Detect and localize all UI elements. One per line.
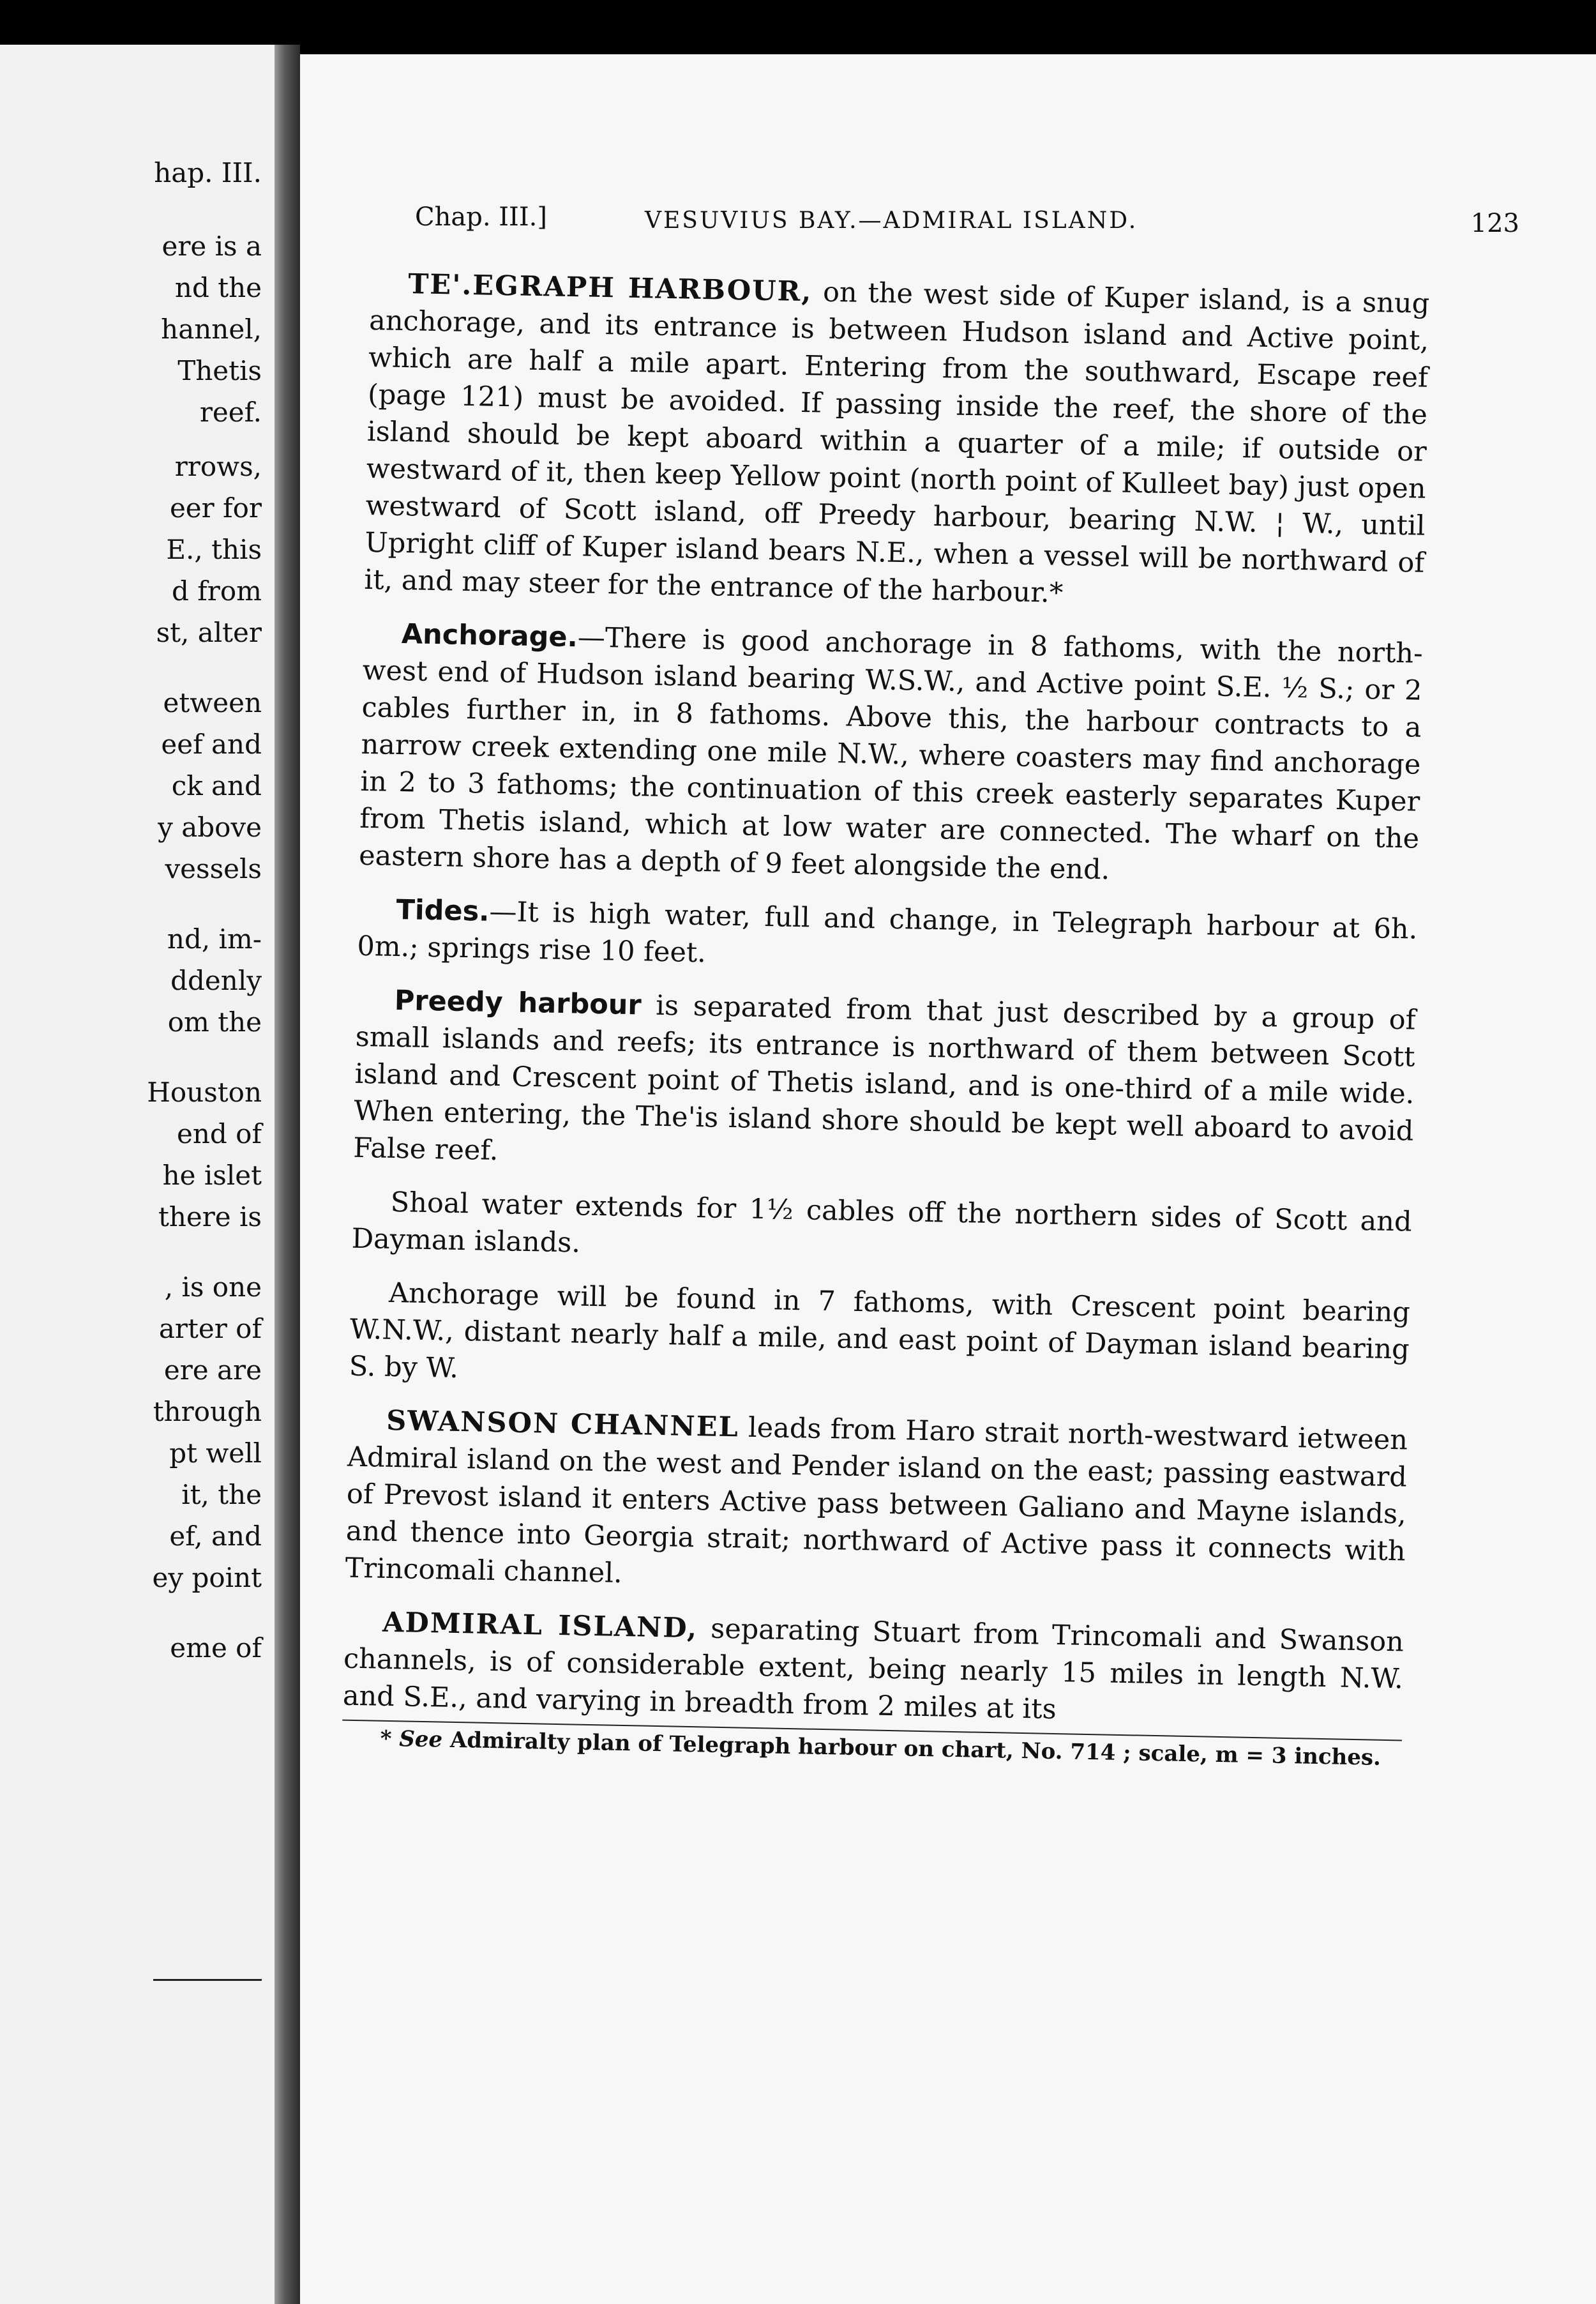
section-heading: Preedy harbour bbox=[394, 984, 642, 1022]
left-page-text-fragment: vessels bbox=[165, 853, 262, 884]
left-page-text-fragment: ere is a bbox=[162, 231, 262, 262]
paragraph-text: —There is good anchorage in 8 fathoms, with the north-west end of Hudson island bearing W.S.W., and Active point S.E. ½ S.; or 2 cables further in, in 8 fathoms. Above this, the harbour contracts to a narrow creek extending one mile N.W., where coasters may find anchorage in 2 to 3 fathoms; the continuation of this creek easterly separates Kuper from Thetis island, which at low water are connected. The wharf on the eastern shore has a depth of 9 feet alongside the end. bbox=[358, 621, 1424, 886]
left-page-text-fragment: etween bbox=[163, 687, 262, 718]
left-page-text-fragment: ey point bbox=[152, 1562, 262, 1593]
paragraph-anchorage-preedy bbox=[349, 1274, 1410, 1406]
section-heading: SWANSON CHANNEL bbox=[386, 1404, 740, 1444]
left-page-text-fragment: he islet bbox=[162, 1160, 262, 1191]
left-page-text-fragment: hannel, bbox=[161, 314, 262, 345]
left-page-text-fragment: om the bbox=[167, 1006, 262, 1038]
left-page-text-fragment: it, the bbox=[181, 1479, 262, 1510]
left-page-text-fragment: , is one bbox=[164, 1271, 262, 1303]
left-page-text-fragment: rrows, bbox=[174, 451, 262, 482]
paragraph-swanson-channel bbox=[345, 1402, 1408, 1607]
left-page-text-fragment: ddenly bbox=[170, 965, 262, 996]
footnote-text: Admiralty plan of Telegraph harbour on chart, No. 714 ; scale, m = 3 inches. bbox=[442, 1727, 1381, 1771]
left-page-text-fragment: pt well bbox=[169, 1437, 262, 1469]
paragraph-text: separating Stuart from Trincomali and Swanson channels, is of considerable extent, being nearly 15 miles in length N.W. and S.E., and varying in breadth from 2 miles at its bbox=[342, 1612, 1404, 1726]
left-page-text-fragment: nd, im- bbox=[167, 923, 262, 955]
running-head bbox=[415, 202, 1519, 241]
paragraph-preedy-harbour bbox=[353, 981, 1416, 1187]
left-page-text-fragment: nd the bbox=[174, 272, 262, 303]
paragraph-text: on the west side of Kuper island, is a snug anchorage, and its entrance is between Hudson island and Active point, which are half a mile apart. Entering from the southward, Escape reef (page 121) must be avoided. If passing inside the reef, the shore of the island should be kept aboard within a quarter of a mile; if outside or westward of it, then keep Yellow point (north point of Kulleet bay) just open westward of Scott island, off Preedy harbour, bearing N.W. ¦ W., until Upright cliff of Kuper island bears N.E., when a vessel will be northward of it, and may steer for the entrance of the harbour.* bbox=[364, 276, 1430, 609]
footnote-marker: * bbox=[380, 1725, 400, 1752]
left-page-text-fragment: ck and bbox=[171, 770, 262, 801]
paragraph-admiral-island bbox=[342, 1603, 1404, 1735]
left-page-rule bbox=[153, 1979, 262, 1981]
chapter-label: Chap. III.] bbox=[415, 202, 547, 232]
footnote-see: See bbox=[398, 1726, 443, 1753]
body-text bbox=[342, 265, 1430, 1788]
paragraph-tides bbox=[357, 891, 1418, 985]
left-page-text-fragment: Houston bbox=[147, 1077, 262, 1108]
paragraph-text: —It is high water, full and change, in Telegraph harbour at 6h. 0m.; springs rise 10 feet. bbox=[357, 895, 1418, 969]
left-page-text-fragment: Thetis bbox=[177, 355, 262, 386]
left-page-text-fragment: reef. bbox=[199, 397, 262, 428]
left-page-text-fragment: ere are bbox=[163, 1354, 262, 1386]
left-page-text-fragment: end of bbox=[177, 1118, 262, 1149]
section-heading: ADMIRAL ISLAND, bbox=[382, 1606, 698, 1645]
book-gutter bbox=[275, 45, 300, 2304]
left-page-text-fragment: st, alter bbox=[156, 617, 262, 648]
paragraph-text: is separated from that just described by a group of small islands and reefs; its entrance is northward of them between Scott island and Crescent point of Thetis island, and is one-third of a mile wide. When entering, the The'is island shore should be kept well aboard to avoid False reef. bbox=[352, 989, 1417, 1167]
left-page-text-fragment: y above bbox=[158, 812, 262, 843]
left-page-text-fragment: there is bbox=[158, 1201, 262, 1232]
left-page-text-fragment: arter of bbox=[158, 1313, 262, 1344]
right-page bbox=[300, 54, 1596, 2304]
left-page-text-fragment: E., this bbox=[166, 534, 262, 565]
left-page-text-fragment: eme of bbox=[170, 1632, 262, 1664]
left-page-fragment bbox=[0, 45, 275, 2304]
left-page-text-fragment: ef, and bbox=[169, 1520, 262, 1552]
section-heading: Anchorage. bbox=[401, 618, 578, 654]
section-heading: Tides. bbox=[396, 893, 490, 928]
left-page-text-fragment: eef and bbox=[161, 729, 262, 760]
paragraph-anchorage bbox=[359, 615, 1423, 895]
left-page-text-fragment: through bbox=[153, 1396, 262, 1427]
paragraph-shoal-water bbox=[351, 1183, 1412, 1278]
left-page-text-fragment: d from bbox=[172, 575, 262, 607]
paragraph-text: Anchorage will be found in 7 fathoms, with Crescent point bearing W.N.W., distant nearly half a mile, and east point of Dayman island bearing S. by W. bbox=[349, 1277, 1411, 1384]
paragraph-text: leads from Haro strait north-westward ietween Admiral island on the west and Pender island on the east; passing eastward of Prevost island it enters Active pass between Galiano and Mayne islands, and thence into Georgia strait; northward of Active pass it connects with Trincomali channel. bbox=[345, 1411, 1408, 1589]
section-heading: TE'.EGRAPH HARBOUR, bbox=[407, 268, 813, 308]
paragraph-text: Shoal water extends for 1½ cables off the northern sides of Scott and Dayman islands. bbox=[351, 1186, 1413, 1259]
left-page-text-fragment: hap. III. bbox=[154, 157, 262, 188]
paragraph-telegraph-harbour bbox=[364, 265, 1430, 619]
left-page-text-fragment: eer for bbox=[169, 492, 262, 524]
page-number: 123 bbox=[1470, 209, 1519, 238]
page-title: VESUVIUS BAY.—ADMIRAL ISLAND. bbox=[645, 208, 1138, 234]
